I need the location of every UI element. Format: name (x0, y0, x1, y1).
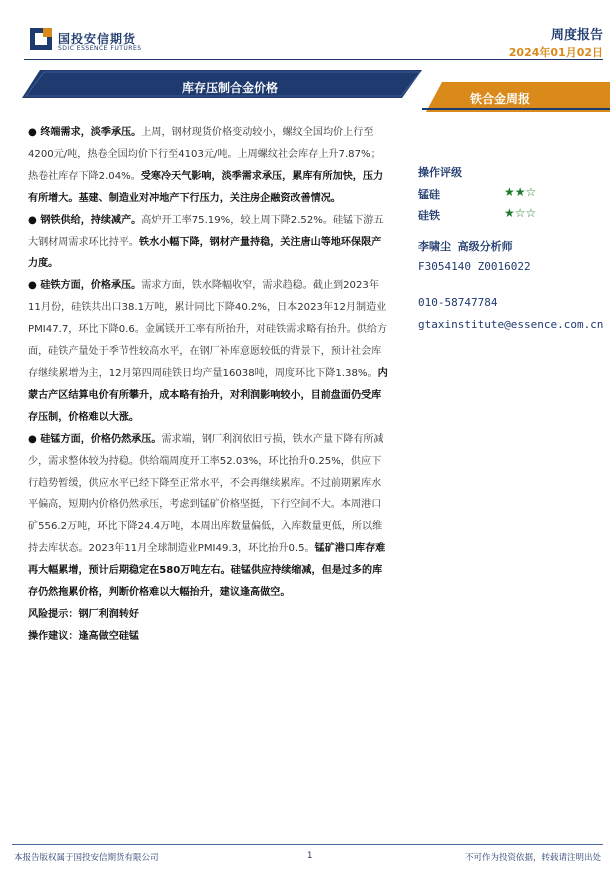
paragraph-heading: 硅铁方面，价格承压。 (40, 280, 142, 292)
report-category-tag: 铁合金周报 (469, 92, 530, 106)
report-title: 库存压制合金价格 (181, 81, 278, 95)
paragraph-conclusion: 铁水小幅下降，钢材产量持稳，关注唐山等地环保限产力度。 (28, 236, 382, 270)
paragraph-heading: 终端需求，淡季承压。 (40, 127, 142, 138)
analyst-phone: 010-58747784 (418, 296, 498, 309)
report-type: 周度报告 (550, 28, 603, 43)
main-content (28, 122, 388, 648)
risk-warning: 风险提示：钢厂利润转好 (28, 608, 140, 620)
paragraph-heading: 钢铁供给，持续减产。 (40, 214, 142, 226)
footer-divider (12, 844, 603, 845)
rating-label-fesi: 硅铁 (418, 209, 440, 222)
paragraph-ferrosilicon: ● 硅铁方面，价格承压。需求方面，铁水降幅收窄，需求趋稳。截止到2023年11月份，硅铁共出口38.1万吨，累计同比下降40.2%，日本2023年12月制造业PMI47.7，环比下降0.6。金属镁开工率有所抬升，对硅铁需求略有抬升。供给方面，硅铁产量处于季节性较高水平，在钢厂补库意愿较低的背景下，预计社会库存继续累增为主，12月第四周硅铁日均产量16038吨，周度环比下降1.38%。内蒙古产区结算电价有所攀升，成本略有抬升，对利润影响较小，目前盘面仍受库存压制，价格难以大涨。 (28, 280, 388, 423)
paragraph-heading: 硅锰方面，价格仍然承压。 (40, 433, 162, 445)
rating-stars-simn: ★★☆ (504, 185, 537, 199)
paragraph-demand: ● 终端需求，淡季承压。上周，钢材现货价格变动较小，螺纹全国均价上行至4200元/吨，热卷全国均价下行至4103元/吨。上周螺纹社会库存上升7.87%；热卷社库存下降2.04%。受寒冷天气影响，淡季需求承压，累库有所加快，压力有所增大。基建、制造业对冲地产下行压力，关注房企融资改善情况。 (28, 127, 384, 204)
analyst-license-codes: F3054140 Z0016022 (418, 260, 531, 273)
header-divider (24, 59, 603, 60)
paragraph-text: 高炉开工率75.19%，较上周下降2.52%。硅锰下游五大钢材周需求环比持平。 (28, 214, 384, 248)
company-logo-icon (30, 28, 52, 50)
company-name-en: SDIC ESSENCE FUTURES (58, 45, 142, 52)
footer-disclaimer: 不可作为投资依据，转载请注明出处 (464, 853, 601, 863)
operation-advice: 操作建议：逢高做空硅锰 (28, 630, 140, 642)
report-date: 2024年01月02日 (508, 46, 603, 59)
paragraph-conclusion: 受寒冷天气影响，淡季需求承压，累库有所加快，压力有所增大。基建、制造业对冲地产下行压力，关注房企融资改善情况。 (28, 170, 384, 204)
analyst-name: 李啸尘 高级分析师 (418, 240, 513, 253)
paragraph-supply: ● 钢铁供给，持续减产。高炉开工率75.19%，较上周下降2.52%。硅锰下游五大钢材周需求环比持平。铁水小幅下降，钢材产量持稳，关注唐山等地环保限产力度。 (28, 214, 384, 270)
paragraph-conclusion: 内蒙古产区结算电价有所攀升，成本略有抬升，对利润影响较小，目前盘面仍受库存压制，价格难以大涨。 (28, 367, 388, 423)
paragraph-text: 需求方面，铁水降幅收窄，需求趋稳。截止到2023年11月份，硅铁共出口38.1万吨，累计同比下降40.2%，日本2023年12月制造业PMI47.7，环比下降0.6。金属镁开工率有所抬升，对硅铁需求略有抬升。供给方面，硅铁产量处于季节性较高水平，在钢厂补库意愿较低的背景下，预计社会库存继续累增为主，12月第四周硅铁日均产量16038吨，周度环比下降1.38%。 (28, 280, 388, 379)
rating-stars-fesi: ★☆☆ (504, 206, 537, 220)
paragraph-conclusion: 锰矿港口库存难再大幅累增，预计后期稳定在580万吨左右。硅锰供应持续缩减，但是过多的库存仍然拖累价格，判断价格难以大幅抬升，建议逢高做空。 (28, 543, 386, 599)
paragraph-text: 需求端，钢厂利润依旧亏损，铁水产量下降有所减少，需求整体较为持稳。供给端周度开工率52.03%，环比抬升0.25%，供应下行趋势暂缓，供应水平已经下降至正常水平，不会再继续累库。不过前期累库水平偏高，短期内价格仍然承压，考虑到锰矿价格坚挺，下行空间不大。本周港口矿556.2万吨，环比下降24.4万吨，本周出库数量偏低，入库数量更低，所以维持去库状态。2023年11月全球制造业PMI49.3，环比抬升0.5。 (28, 433, 384, 555)
rating-label-simn: 锰硅 (418, 188, 440, 201)
rating-title: 操作评级 (418, 166, 462, 179)
page-number: 1 (307, 851, 313, 861)
company-name: 国投安信期货 (58, 32, 137, 46)
paragraph-text: 上周，钢材现货价格变动较小，螺纹全国均价上行至4200元/吨，热卷全国均价下行至4103元/吨。上周螺纹社会库存上升7.87%；热卷社库存下降2.04%。 (28, 127, 381, 182)
analyst-email[interactable]: gtaxinstitute@essence.com.cn (418, 318, 604, 331)
footer-copyright: 本报告版权属于国投安信期货有限公司 (14, 853, 159, 863)
paragraph-silicomanganese: ● 硅锰方面，价格仍然承压。需求端，钢厂利润依旧亏损，铁水产量下降有所减少，需求整体较为持稳。供给端周度开工率52.03%，环比抬升0.25%，供应下行趋势暂缓，供应水平已经下降至正常水平，不会再继续累库。不过前期累库水平偏高，短期内价格仍然承压，考虑到锰矿价格坚挺，下行空间不大。本周港口矿556.2万吨，环比下降24.4万吨，本周出库数量偏低，入库数量更低，所以维持去库状态。2023年11月全球制造业PMI49.3，环比抬升0.5。锰矿港口库存难再大幅累增，预计后期稳定在580万吨左右。硅锰供应持续缩减，但是过多的库存仍然拖累价格，判断价格难以大幅抬升，建议逢高做空。 (28, 433, 386, 599)
